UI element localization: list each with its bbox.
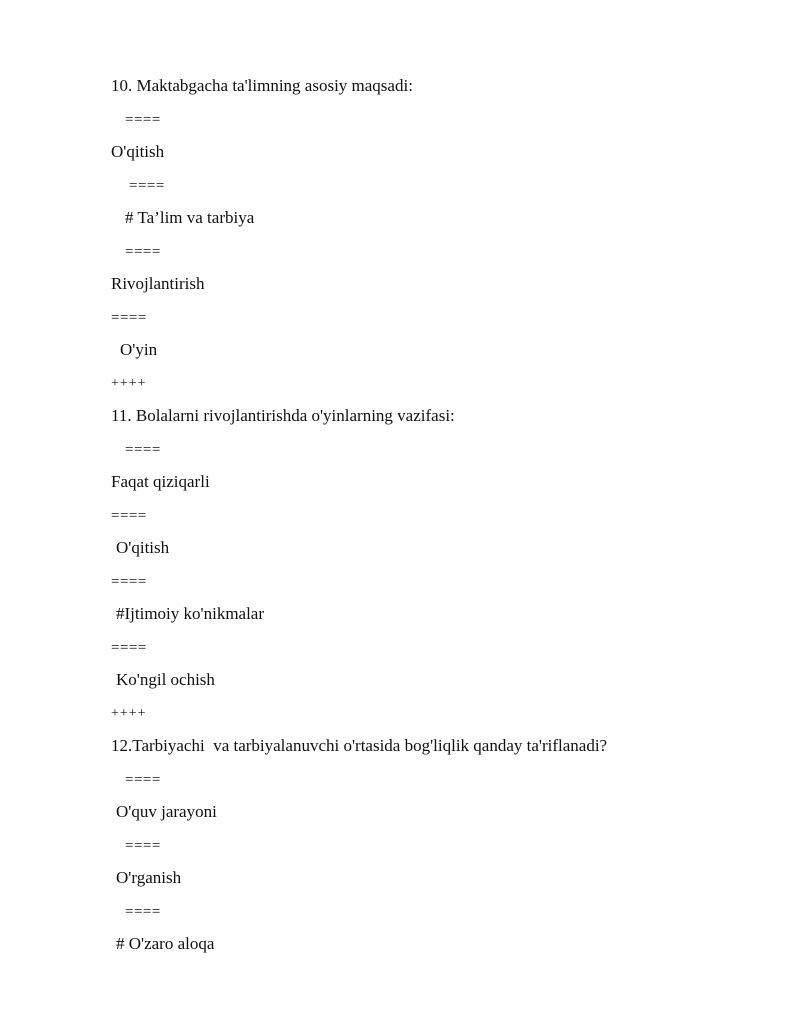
- answer-option-correct: #Ijtimoiy ko'nikmalar: [116, 604, 265, 623]
- option-separator: ====: [125, 904, 161, 920]
- answer-option-correct: # O'zaro aloqa: [116, 934, 215, 953]
- answer-option: O'rganish: [116, 868, 182, 887]
- option-separator: ====: [125, 244, 161, 260]
- answer-option: Rivojlantirish: [111, 274, 205, 293]
- option-separator: ====: [111, 640, 147, 656]
- option-separator: ====: [125, 772, 161, 788]
- answer-option: O'qitish: [116, 538, 170, 557]
- answer-option-correct: # Ta’lim va tarbiya: [125, 208, 255, 227]
- question-end-marker: ++++: [111, 706, 147, 721]
- option-separator: ====: [111, 508, 147, 524]
- option-separator: ====: [125, 442, 161, 458]
- question-12: 12.Tarbiyachi va tarbiyalanuvchi o'rtasida bog'liqlik qanday ta'riflanadi?: [111, 736, 608, 755]
- option-separator: ====: [125, 838, 161, 854]
- answer-option: Faqat qiziqarli: [111, 472, 210, 491]
- question-end-marker: ++++: [111, 376, 147, 391]
- question-10: 10. Maktabgacha ta'limning asosiy maqsadi:: [111, 76, 413, 95]
- option-separator: ====: [111, 310, 147, 326]
- question-11: 11. Bolalarni rivojlantirishda o'yinlarning vazifasi:: [111, 406, 455, 425]
- answer-option: O'quv jarayoni: [116, 802, 217, 821]
- option-separator: ====: [125, 112, 161, 128]
- answer-option: O'yin: [120, 340, 158, 359]
- option-separator: ====: [111, 574, 147, 590]
- answer-option: Ko'ngil ochish: [116, 670, 215, 689]
- answer-option: O'qitish: [111, 142, 165, 161]
- option-separator: ====: [129, 178, 165, 194]
